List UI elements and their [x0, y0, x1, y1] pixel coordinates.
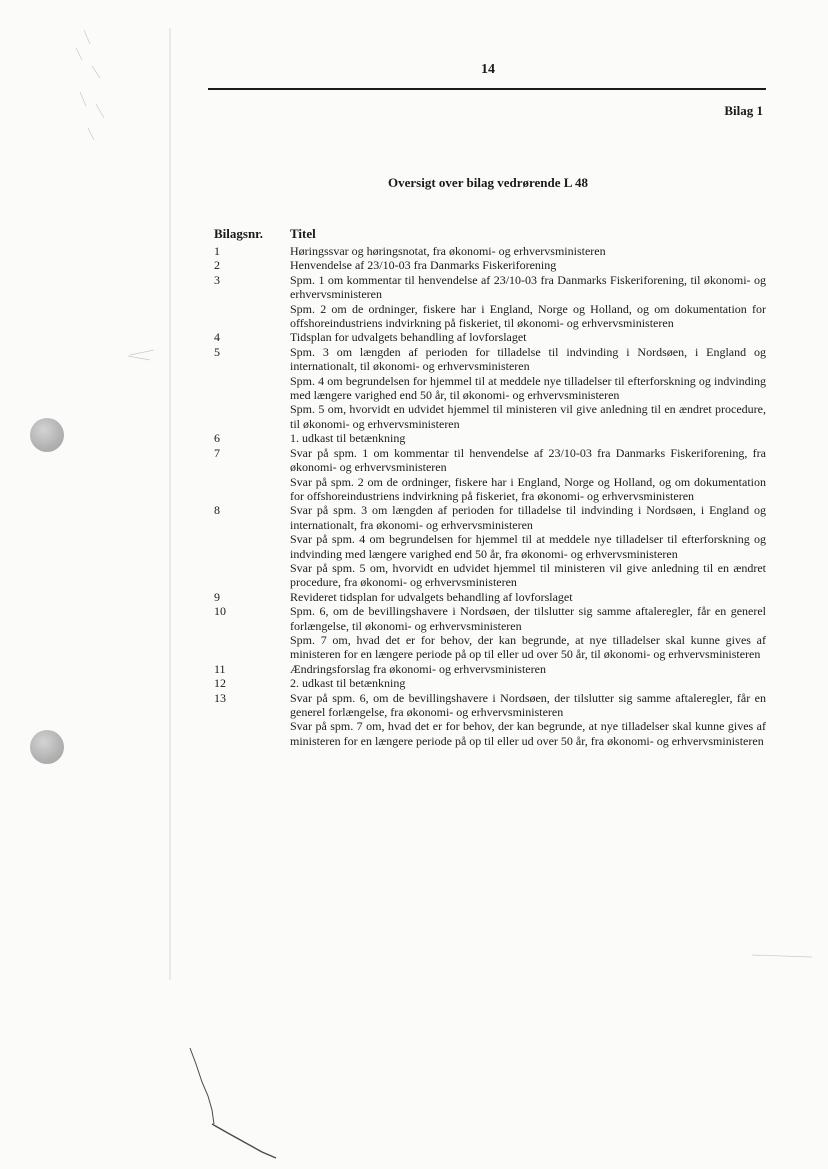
attachment-number: 12 [214, 676, 226, 691]
column-header-title: Titel [290, 226, 316, 241]
attachment-number: 9 [214, 589, 220, 604]
attachment-entry: Svar på spm. 4 om begrundelsen for hjemmel til at meddele nye tilladelser til efterforskning og indvinding med længere varighed end 50 år, fra økonomi- og erhvervsministeren [290, 532, 766, 561]
attachment-entry: 2. udkast til betænkning [290, 676, 406, 691]
page-number: 14 [481, 62, 495, 77]
attachment-entry: Tidsplan for udvalgets behandling af lovforslaget [290, 330, 527, 345]
attachment-number: 1 [214, 244, 220, 258]
document-title: Oversigt over bilag vedrørende L 48 [388, 175, 588, 190]
attachment-number: 13 [214, 690, 226, 705]
attachment-entry: 1. udkast til betænkning [290, 431, 406, 446]
attachment-entry: Spm. 3 om længden af perioden for tilladelse til indvinding i Nordsøen, i England og internationalt, til økonomi- og erhvervsministeren [290, 344, 766, 374]
attachment-entry: Svar på spm. 2 om de ordninger, fiskere har i England, Norge og Holland, og om dokumentation for offshoreindustriens indvirkning på fiskeriet, fra økonomi- og erhvervsministeren [290, 474, 766, 503]
attachment-entry: Høringssvar og høringsnotat, fra økonomi- og erhvervsministeren [290, 244, 606, 258]
attachment-entry: Svar på spm. 7 om, hvad det er for behov, der kan begrunde, at nye tilladelser skal kunne gives af ministeren for en længere periode på op til eller ud over 50 år, fra økonomi- og erhvervsministeren [290, 719, 766, 748]
attachment-entry: Ændringsforslag fra økonomi- og erhvervsministeren [290, 661, 546, 676]
attachment-number: 5 [214, 344, 220, 359]
attachment-number: 8 [214, 503, 220, 518]
scan-speckle-right [752, 955, 812, 957]
column-header-number: Bilagsnr. [214, 226, 264, 241]
attachment-entry: Spm. 7 om, hvad det er for behov, der kan begrunde, at nye tilladelser skal kunne gives af ministeren for en længere periode på op til eller ud over 50 år, til økonomi- og erhvervsministeren [290, 632, 766, 662]
attachment-entry: Svar på spm. 6, om de bevillingshavere i Nordsøen, der tilslutter sig samme aftaleregler, får en generel forlængelse, fra økonomi- og erhvervsministeren [290, 690, 766, 719]
attachment-number: 10 [214, 604, 226, 619]
attachment-entry: Revideret tidsplan for udvalgets behandling af lovforslaget [290, 589, 573, 604]
attachment-entry: Spm. 1 om kommentar til henvendelse af 23/10-03 fra Danmarks Fiskeriforening, til økonomi- og erhvervsministeren [290, 272, 766, 302]
attachment-number: 4 [214, 330, 220, 345]
scan-speckle-left [128, 28, 170, 980]
attachment-entry: Henvendelse af 23/10-03 fra Danmarks Fiskeriforening [290, 258, 557, 273]
attachment-number: 11 [214, 661, 226, 676]
attachment-entry: Spm. 2 om de ordninger, fiskere har i England, Norge og Holland, og om dokumentation for offshoreindustriens indvirkning på fiskeriet, til økonomi- og erhvervsministeren [290, 301, 766, 331]
attachment-entry: Svar på spm. 1 om kommentar til henvendelse af 23/10-03 fra Danmarks Fiskeriforening, fra økonomi- og erhvervsministeren [290, 445, 766, 475]
attachment-number: 7 [214, 445, 220, 460]
attachment-entry: Svar på spm. 5 om, hvorvidt en udvidet hjemmel til ministeren vil give anledning til en ændret procedure, fra økonomi- og erhvervsministeren [290, 560, 766, 590]
attachment-entry: Spm. 5 om, hvorvidt en udvidet hjemmel til ministeren vil give anledning til en ændret procedure, til økonomi- og erhvervsministeren [290, 402, 766, 431]
attachment-number: 6 [214, 431, 220, 446]
attachment-entry: Svar på spm. 3 om længden af perioden for tilladelse til indvinding i Nordsøen, i England og internationalt, fra økonomi- og erhvervsministeren [290, 503, 766, 532]
attachment-entry: Spm. 4 om begrundelsen for hjemmel til at meddele nye tilladelser til efterforskning og indvinding med længere varighed end 50 år, til økonomi- og erhvervsministeren [290, 373, 766, 403]
attachment-number: 2 [214, 258, 220, 273]
attachment-number: 3 [214, 272, 220, 287]
scan-speckle-top-left [76, 30, 104, 140]
attachment-label: Bilag 1 [724, 103, 763, 118]
attachment-entry: Spm. 6, om de bevillingshavere i Nordsøen, der tilslutter sig samme aftaleregler, får en generel forlængelse, til økonomi- og erhvervsministeren [290, 604, 766, 633]
scan-fold-line [190, 1048, 276, 1158]
